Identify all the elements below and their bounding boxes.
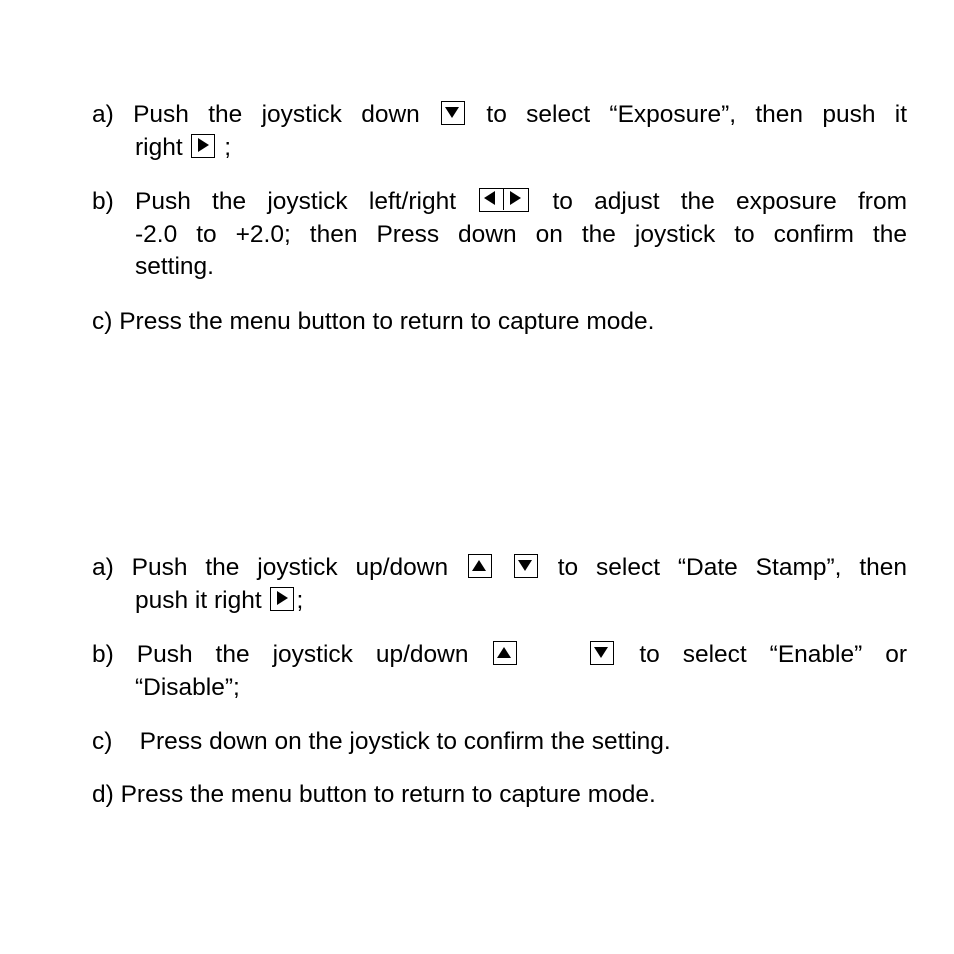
- exposure-step-b: [92, 186, 907, 284]
- exposure-step-b-line1-end: to adjust the exposure from: [552, 188, 907, 215]
- date-stamp-step-b-line1-start: b) Push the joystick up/down: [92, 641, 469, 668]
- exposure-step-a-line2-end: ;: [224, 133, 232, 161]
- exposure-step-a-line2-start: right: [135, 133, 183, 161]
- date-stamp-step-c-label: c): [92, 728, 113, 755]
- exposure-step-b-line3: setting.: [135, 253, 214, 280]
- exposure-step-c-text: c) Press the menu button to return to capture mode.: [92, 308, 655, 335]
- exposure-step-a-line1-end: to select “Exposure”, then push it: [486, 101, 907, 128]
- date-stamp-step-b-line1-end: to select “Enable” or: [639, 641, 908, 668]
- joystick-up-icon: [493, 641, 517, 665]
- joystick-up-icon: [468, 554, 492, 578]
- joystick-right-icon: [191, 134, 215, 158]
- joystick-down-icon: [441, 101, 465, 125]
- joystick-left-icon: [480, 189, 504, 210]
- joystick-right-icon: [504, 189, 528, 210]
- exposure-step-a-line1-start: a) Push the joystick down: [92, 101, 420, 128]
- date-stamp-step-a-line2-start: push it right: [135, 586, 262, 614]
- joystick-right-icon: [270, 587, 294, 611]
- exposure-step-a: [92, 99, 907, 164]
- date-stamp-step-b: [92, 639, 907, 704]
- date-stamp-step-a-line1-start: a) Push the joystick up/down: [92, 554, 449, 581]
- date-stamp-step-a-line2-end: ;: [296, 586, 304, 614]
- joystick-left-right-icon: [479, 188, 529, 212]
- joystick-down-icon: [590, 641, 614, 665]
- exposure-step-b-line2: -2.0 to +2.0; then Press down on the joystick to confirm the: [135, 220, 907, 248]
- date-stamp-step-c-text: Press down on the joystick to confirm the setting.: [139, 728, 671, 755]
- date-stamp-step-a-line1-end: to select “Date Stamp”, then: [557, 554, 908, 581]
- date-stamp-step-d-text: d) Press the menu button to return to capture mode.: [92, 781, 656, 808]
- joystick-down-icon: [514, 554, 538, 578]
- date-stamp-step-b-line2: “Disable”;: [135, 673, 240, 701]
- date-stamp-step-a: [92, 552, 907, 617]
- exposure-step-c: [92, 306, 907, 339]
- date-stamp-step-c: [92, 726, 907, 759]
- date-stamp-step-d: [92, 779, 907, 812]
- exposure-step-b-line1-start: b) Push the joystick left/right: [92, 188, 457, 215]
